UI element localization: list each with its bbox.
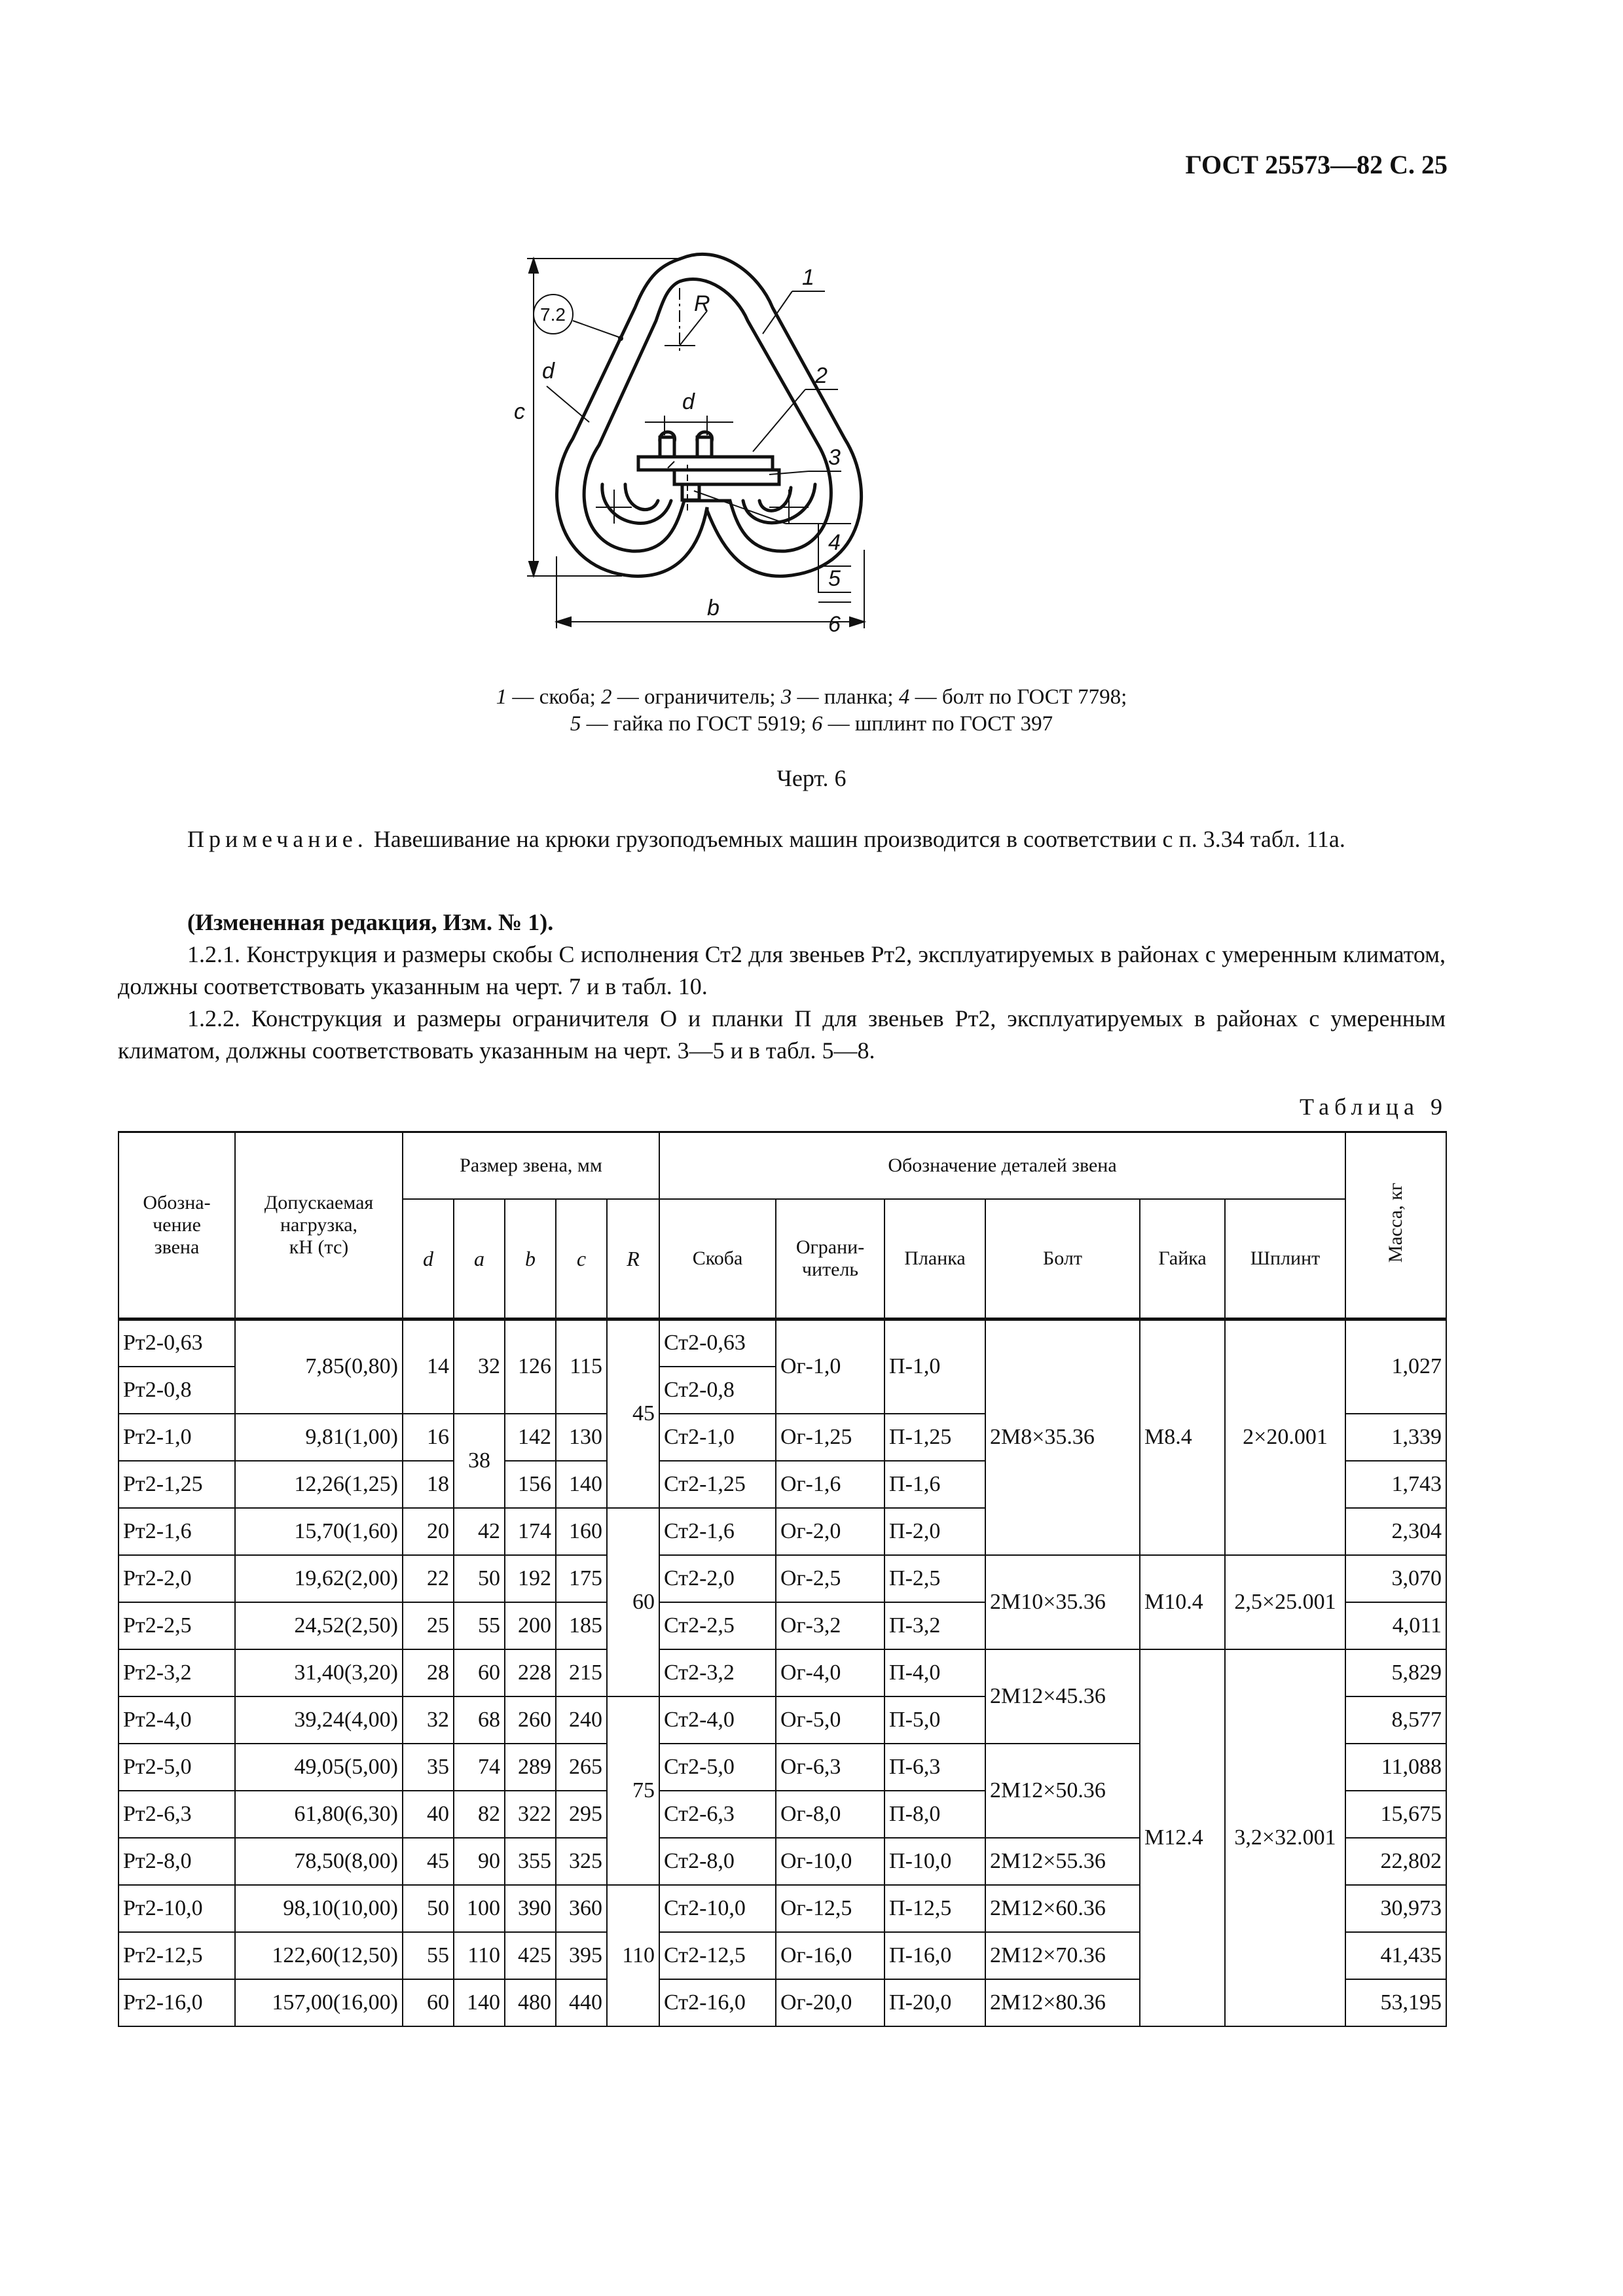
- table-cell: 60: [454, 1649, 505, 1696]
- table-cell: Ог-1,6: [776, 1461, 884, 1508]
- table-cell: 115: [556, 1319, 607, 1414]
- table-cell: Рт2-4,0: [119, 1696, 235, 1744]
- table-cell: 39,24(4,00): [235, 1696, 403, 1744]
- table-cell: Ог-1,25: [776, 1414, 884, 1461]
- table-cell: 175: [556, 1555, 607, 1602]
- table-cell: Рт2-5,0: [119, 1744, 235, 1791]
- note-text: Навешивание на крюки грузоподъемных машин производится в соответствии с п. 3.34 табл. 11а.: [367, 826, 1345, 852]
- table-cell: 2М8×35.36: [985, 1319, 1140, 1555]
- table-cell: 14: [403, 1319, 454, 1414]
- callout-3: 3: [828, 445, 841, 470]
- table-cell: 50: [403, 1885, 454, 1932]
- table-cell: 28: [403, 1649, 454, 1696]
- table-cell: Рт2-1,6: [119, 1508, 235, 1555]
- table-cell: 110: [454, 1932, 505, 1979]
- header-size-group: Размер звена, мм: [403, 1132, 659, 1200]
- table-cell: 41,435: [1345, 1932, 1446, 1979]
- header-plate: Планка: [884, 1199, 985, 1319]
- table-cell: 78,50(8,00): [235, 1838, 403, 1885]
- table-cell: 30,973: [1345, 1885, 1446, 1932]
- table-cell: Рт2-1,0: [119, 1414, 235, 1461]
- table-cell: 2М12×70.36: [985, 1932, 1140, 1979]
- table-cell: Ст2-16,0: [659, 1979, 776, 2026]
- table-cell: 140: [454, 1979, 505, 2026]
- header-parts-group: Обозначение деталей звена: [659, 1132, 1345, 1200]
- table-cell: П-5,0: [884, 1696, 985, 1744]
- table-cell: 60: [607, 1508, 659, 1696]
- header-bracket: Скоба: [659, 1199, 776, 1319]
- table-cell: 12,26(1,25): [235, 1461, 403, 1508]
- table-cell: 32: [454, 1319, 505, 1414]
- table-cell: 156: [505, 1461, 556, 1508]
- table-cell: 45: [607, 1319, 659, 1508]
- table-cell: 2,304: [1345, 1508, 1446, 1555]
- table-cell: 360: [556, 1885, 607, 1932]
- table-cell: Рт2-12,5: [119, 1932, 235, 1979]
- table-cell: Ог-5,0: [776, 1696, 884, 1744]
- table-cell: П-20,0: [884, 1979, 985, 2026]
- table-cell: 174: [505, 1508, 556, 1555]
- table-cell: Рт2-0,8: [119, 1367, 235, 1414]
- table-cell: 228: [505, 1649, 556, 1696]
- table-cell: 289: [505, 1744, 556, 1791]
- figure-caption: Черт. 6: [776, 765, 847, 791]
- table-cell: П-4,0: [884, 1649, 985, 1696]
- table-cell: М10.4: [1140, 1555, 1225, 1649]
- table-cell: Ст2-3,2: [659, 1649, 776, 1696]
- clause-1-2-2: 1.2.2. Конструкция и размеры ограничителя О и планки П для звеньев Рт2, эксплуатируемых в районах с умеренным климатом, должны соответствовать указанным на черт. 3—5 и в табл. 5—8.: [118, 1005, 1446, 1064]
- header-limiter: Ограни- читель: [776, 1199, 884, 1319]
- table-cell: 25: [403, 1602, 454, 1649]
- table-cell: М8.4: [1140, 1319, 1225, 1555]
- table-cell: 35: [403, 1744, 454, 1791]
- table-cell: 440: [556, 1979, 607, 2026]
- clause-1-2-1: 1.2.1. Конструкция и размеры скобы С исполнения Ст2 для звеньев Рт2, эксплуатируемых в районах с умеренным климатом, должны соответствовать указанным на черт. 7 и в табл. 10.: [118, 941, 1446, 999]
- table-cell: Ст2-12,5: [659, 1932, 776, 1979]
- table-cell: Ст2-2,0: [659, 1555, 776, 1602]
- table-cell: 68: [454, 1696, 505, 1744]
- table-cell: 1,027: [1345, 1319, 1446, 1414]
- table-cell: 74: [454, 1744, 505, 1791]
- table-cell: 126: [505, 1319, 556, 1414]
- table-cell: 50: [454, 1555, 505, 1602]
- table-cell: 185: [556, 1602, 607, 1649]
- table-cell: 15,70(1,60): [235, 1508, 403, 1555]
- table-row: [119, 1649, 1446, 1696]
- table-cell: 98,10(10,00): [235, 1885, 403, 1932]
- header-c: c: [556, 1199, 607, 1319]
- table-cell: 11,088: [1345, 1744, 1446, 1791]
- table-cell: 19,62(2,00): [235, 1555, 403, 1602]
- table-cell: 325: [556, 1838, 607, 1885]
- link-drawing: [511, 249, 1100, 655]
- table-cell: П-6,3: [884, 1744, 985, 1791]
- header-designation: Обозна- чение звена: [119, 1132, 235, 1319]
- table-cell: 15,675: [1345, 1791, 1446, 1838]
- table-cell: П-8,0: [884, 1791, 985, 1838]
- callout-6: 6: [828, 612, 841, 637]
- label-c: c: [514, 399, 525, 424]
- table-cell: П-2,0: [884, 1508, 985, 1555]
- table-cell: 192: [505, 1555, 556, 1602]
- table-cell: П-3,2: [884, 1602, 985, 1649]
- table-cell: 2×20.001: [1225, 1319, 1345, 1555]
- table-cell: 2М10×35.36: [985, 1555, 1140, 1649]
- table-cell: М12.4: [1140, 1649, 1225, 2026]
- table-cell: 1,743: [1345, 1461, 1446, 1508]
- header-b: b: [505, 1199, 556, 1319]
- table-cell: 215: [556, 1649, 607, 1696]
- callout-2: 2: [815, 363, 828, 388]
- table-cell: 75: [607, 1696, 659, 1885]
- table-cell: 2М12×80.36: [985, 1979, 1140, 2026]
- table-cell: Ст2-2,5: [659, 1602, 776, 1649]
- table-cell: П-12,5: [884, 1885, 985, 1932]
- table-cell: Ст2-5,0: [659, 1744, 776, 1791]
- table-cell: Ог-20,0: [776, 1979, 884, 2026]
- table-cell: Ст2-0,8: [659, 1367, 776, 1414]
- left-loop: [602, 484, 671, 523]
- table-cell: Ог-12,5: [776, 1885, 884, 1932]
- table-cell: Рт2-16,0: [119, 1979, 235, 2026]
- table-cell: 24,52(2,50): [235, 1602, 403, 1649]
- table-cell: 61,80(6,30): [235, 1791, 403, 1838]
- table-cell: Рт2-10,0: [119, 1885, 235, 1932]
- table-cell: 9,81(1,00): [235, 1414, 403, 1461]
- table-cell: Рт2-8,0: [119, 1838, 235, 1885]
- table-title: Таблица 9: [1300, 1094, 1448, 1120]
- table-cell: 2М12×45.36: [985, 1649, 1140, 1744]
- table-cell: 31,40(3,20): [235, 1649, 403, 1696]
- note-label: Примечание.: [187, 826, 368, 852]
- legend-line-2: 5 — гайка по ГОСТ 5919; 6 — шплинт по ГОСТ 397: [570, 712, 1053, 736]
- table-cell: 265: [556, 1744, 607, 1791]
- header-load: Допускаемая нагрузка, кН (тс): [235, 1132, 403, 1319]
- label-R: R: [694, 291, 710, 316]
- bolt-left: [660, 437, 674, 457]
- table-cell: 18: [403, 1461, 454, 1508]
- table-cell: 42: [454, 1508, 505, 1555]
- page-header: ГОСТ 25573—82 С. 25: [1185, 150, 1448, 179]
- amendment-note: (Измененная редакция, Изм. № 1).: [187, 909, 554, 935]
- table-cell: Рт2-2,5: [119, 1602, 235, 1649]
- callout-5: 5: [828, 566, 841, 591]
- table-cell: 53,195: [1345, 1979, 1446, 2026]
- table-cell: 1,339: [1345, 1414, 1446, 1461]
- bolt-right: [697, 437, 712, 457]
- table-cell: 160: [556, 1508, 607, 1555]
- header-R: R: [607, 1199, 659, 1319]
- table-cell: 5,829: [1345, 1649, 1446, 1696]
- callout-4: 4: [828, 530, 841, 555]
- table-cell: 390: [505, 1885, 556, 1932]
- limiter-plate: [638, 457, 773, 470]
- table-cell: 122,60(12,50): [235, 1932, 403, 1979]
- table-cell: П-10,0: [884, 1838, 985, 1885]
- table-cell: Ст2-1,25: [659, 1461, 776, 1508]
- table-cell: 322: [505, 1791, 556, 1838]
- header-nut: Гайка: [1140, 1199, 1225, 1319]
- table-cell: 480: [505, 1979, 556, 2026]
- table-cell: Ст2-0,63: [659, 1319, 776, 1367]
- table-cell: Рт2-3,2: [119, 1649, 235, 1696]
- table-cell: Ст2-6,3: [659, 1791, 776, 1838]
- table-cell: 49,05(5,00): [235, 1744, 403, 1791]
- table-cell: Ог-1,0: [776, 1319, 884, 1414]
- table-cell: 7,85(0,80): [235, 1319, 403, 1414]
- note-paragraph: [118, 823, 1446, 855]
- table-cell: 90: [454, 1838, 505, 1885]
- header-a: a: [454, 1199, 505, 1319]
- legend-line-1: 1 — скоба; 2 — ограничитель; 3 — планка; 4 — болт по ГОСТ 7798;: [496, 685, 1127, 709]
- table-9: [118, 1131, 1447, 2027]
- table-cell: 2М12×55.36: [985, 1838, 1140, 1885]
- table-cell: Рт2-0,63: [119, 1319, 235, 1367]
- figure-legend: [0, 684, 1623, 738]
- table-cell: Ог-8,0: [776, 1791, 884, 1838]
- table-cell: 60: [403, 1979, 454, 2026]
- table-cell: 260: [505, 1696, 556, 1744]
- table-cell: Ог-4,0: [776, 1649, 884, 1696]
- table-row: [119, 1319, 1446, 1367]
- table-cell: Ог-2,0: [776, 1508, 884, 1555]
- table-cell: 110: [607, 1885, 659, 2026]
- table-cell: 200: [505, 1602, 556, 1649]
- label-7-2: 7.2: [540, 304, 566, 325]
- table-cell: 355: [505, 1838, 556, 1885]
- table-cell: Ог-6,3: [776, 1744, 884, 1791]
- header-pin: Шплинт: [1225, 1199, 1345, 1319]
- table-cell: П-16,0: [884, 1932, 985, 1979]
- table-cell: 2М12×60.36: [985, 1885, 1140, 1932]
- table-cell: 4,011: [1345, 1602, 1446, 1649]
- label-d-side: d: [542, 359, 555, 384]
- table-cell: Ст2-10,0: [659, 1885, 776, 1932]
- table-cell: 130: [556, 1414, 607, 1461]
- table-cell: 16: [403, 1414, 454, 1461]
- table-cell: 45: [403, 1838, 454, 1885]
- table-cell: П-1,25: [884, 1414, 985, 1461]
- table-cell: Рт2-2,0: [119, 1555, 235, 1602]
- table-cell: 55: [454, 1602, 505, 1649]
- table-cell: 3,2×32.001: [1225, 1649, 1345, 2026]
- table-cell: 100: [454, 1885, 505, 1932]
- table-cell: 22,802: [1345, 1838, 1446, 1885]
- table-row: [119, 1555, 1446, 1602]
- table-cell: 2,5×25.001: [1225, 1555, 1345, 1649]
- callout-1: 1: [802, 265, 814, 290]
- table-cell: 22: [403, 1555, 454, 1602]
- table-cell: Ст2-8,0: [659, 1838, 776, 1885]
- table-cell: 20: [403, 1508, 454, 1555]
- table-cell: 142: [505, 1414, 556, 1461]
- table-cell: 240: [556, 1696, 607, 1744]
- table-cell: 140: [556, 1461, 607, 1508]
- table-cell: 395: [556, 1932, 607, 1979]
- table-cell: Ст2-1,0: [659, 1414, 776, 1461]
- table-cell: Рт2-1,25: [119, 1461, 235, 1508]
- label-b: b: [707, 596, 720, 620]
- table-cell: 32: [403, 1696, 454, 1744]
- table-cell: П-1,0: [884, 1319, 985, 1414]
- header-d: d: [403, 1199, 454, 1319]
- table-cell: 2М12×50.36: [985, 1744, 1140, 1838]
- table-cell: 425: [505, 1932, 556, 1979]
- table-cell: П-2,5: [884, 1555, 985, 1602]
- table-cell: Рт2-6,3: [119, 1791, 235, 1838]
- table-cell: 40: [403, 1791, 454, 1838]
- table-cell: Ог-10,0: [776, 1838, 884, 1885]
- table-cell: 157,00(16,00): [235, 1979, 403, 2026]
- table-cell: 8,577: [1345, 1696, 1446, 1744]
- table-cell: Ог-16,0: [776, 1932, 884, 1979]
- table-cell: 3,070: [1345, 1555, 1446, 1602]
- table-cell: 55: [403, 1932, 454, 1979]
- right-loop: [743, 484, 815, 523]
- header-bolt: Болт: [985, 1199, 1140, 1319]
- table-cell: 295: [556, 1791, 607, 1838]
- table-cell: 82: [454, 1791, 505, 1838]
- table-cell: Ог-2,5: [776, 1555, 884, 1602]
- label-d-top: d: [682, 389, 695, 414]
- table-cell: Ст2-1,6: [659, 1508, 776, 1555]
- header-mass: Масса, кг: [1345, 1132, 1446, 1319]
- table-cell: Ст2-4,0: [659, 1696, 776, 1744]
- table-cell: Ог-3,2: [776, 1602, 884, 1649]
- table-cell: П-1,6: [884, 1461, 985, 1508]
- table-cell: 38: [454, 1414, 505, 1508]
